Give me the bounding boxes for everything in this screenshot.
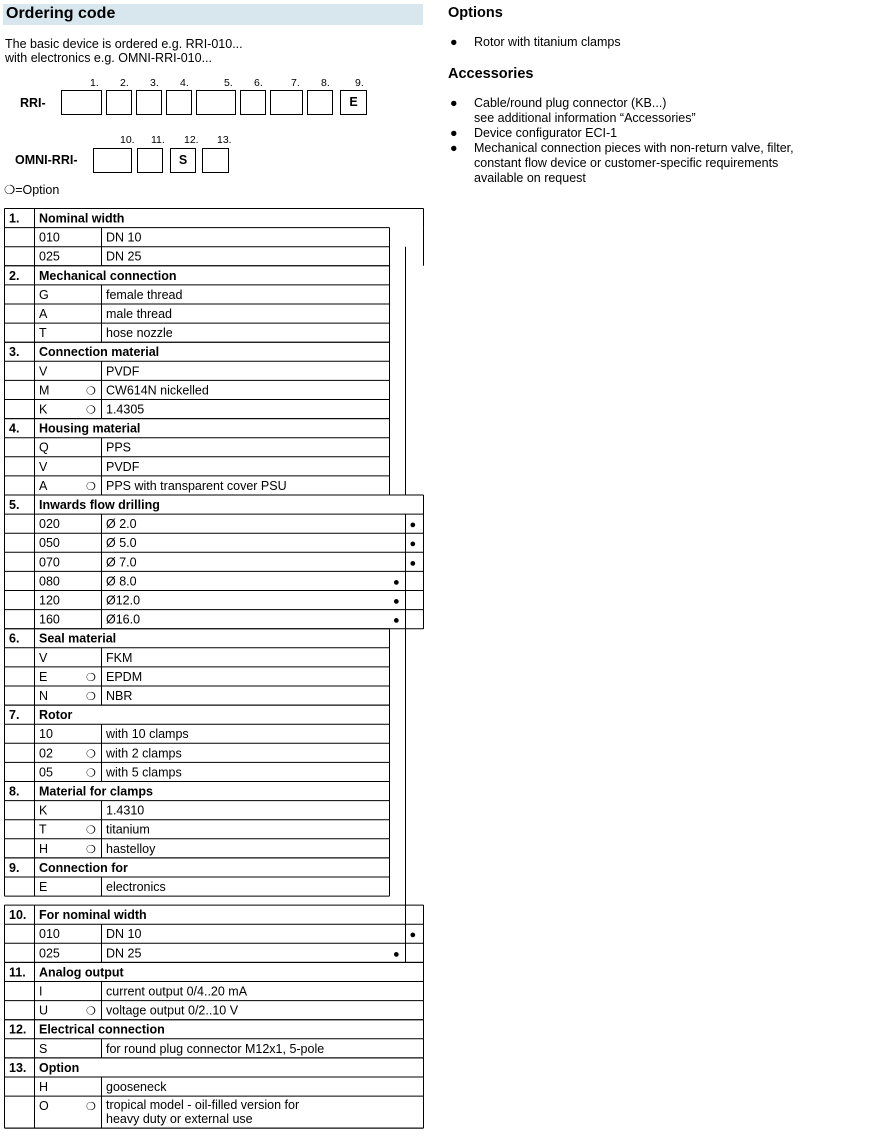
option-icon: ❍ xyxy=(86,480,96,493)
position-number: 4. xyxy=(180,77,189,89)
position-number: 13. xyxy=(217,134,232,146)
bullet-icon: ● xyxy=(409,557,417,570)
section-number: 3. xyxy=(9,345,20,360)
row-description: EPDM xyxy=(106,669,143,684)
section-number: 2. xyxy=(9,268,20,283)
list-item: ● Rotor with titanium clamps xyxy=(450,35,621,49)
list-item: ● Cable/round plug connector (KB...) see additional information “Accessories” xyxy=(450,96,696,125)
row-code: E xyxy=(39,669,48,684)
row-code: V xyxy=(39,459,48,474)
bullet-icon: ● xyxy=(450,96,458,110)
option-icon: ❍ xyxy=(86,824,96,837)
row-code: K xyxy=(39,803,48,818)
row-code: 050 xyxy=(39,536,60,551)
section-title: Mechanical connection xyxy=(39,268,177,283)
row-code: 010 xyxy=(39,230,60,245)
option-legend: ❍=Option xyxy=(4,183,60,197)
bullet-icon: ● xyxy=(409,929,417,942)
row-description: DN 25 xyxy=(106,946,142,961)
section-title: Nominal width xyxy=(39,211,125,226)
option-icon: ❍ xyxy=(86,671,96,684)
option-icon: ❍ xyxy=(86,404,96,417)
section-number: 6. xyxy=(9,631,20,646)
section-title: Housing material xyxy=(39,421,141,436)
position-number: 2. xyxy=(120,77,129,89)
section-title: Electrical connection xyxy=(39,1022,165,1037)
option-icon: ❍ xyxy=(86,843,96,856)
row-description: hastelloy xyxy=(106,841,156,856)
row-code: T xyxy=(39,822,47,837)
section-number: 11. xyxy=(9,965,26,980)
bullet-icon: ● xyxy=(393,595,400,608)
section-number: 12. xyxy=(9,1022,27,1037)
row-description: PVDF xyxy=(106,459,140,474)
section-title: Material for clamps xyxy=(39,784,153,799)
list-item: ● Device configurator ECI-1 xyxy=(450,126,618,140)
row-description: NBR xyxy=(106,689,133,703)
section-title: Option xyxy=(39,1060,80,1075)
row-code: A xyxy=(39,478,48,493)
row-description: PPS xyxy=(106,440,132,455)
row-code: 05 xyxy=(39,765,53,780)
position-number: 7. xyxy=(291,77,300,89)
section-title: For nominal width xyxy=(39,908,147,923)
row-description: Ø16.0 xyxy=(106,612,141,627)
row-description: with 5 clamps xyxy=(106,765,182,780)
row-code: 025 xyxy=(39,249,60,264)
row-code: 160 xyxy=(39,612,60,627)
bullet-icon: ● xyxy=(393,614,400,627)
row-description: with 10 clamps xyxy=(106,727,189,742)
row-description: FKM xyxy=(106,650,133,665)
row-description: gooseneck xyxy=(106,1080,167,1094)
row-code: S xyxy=(39,1041,48,1056)
section-number: 8. xyxy=(9,784,20,799)
section-number: 13. xyxy=(9,1060,27,1075)
row-description: Ø 5.0 xyxy=(106,536,137,551)
section-title: Connection for xyxy=(39,860,128,875)
section-number: 4. xyxy=(9,421,20,436)
row-description: 1.4305 xyxy=(106,402,145,417)
row-code: 02 xyxy=(39,746,53,761)
row-code: V xyxy=(39,364,48,379)
row-code: N xyxy=(39,689,49,703)
section-title: Seal material xyxy=(39,631,117,646)
section-title: Inwards flow drilling xyxy=(39,498,160,512)
row-description: male thread xyxy=(106,307,173,321)
row-description: hose nozzle xyxy=(106,326,173,341)
row-description: female thread xyxy=(106,287,183,302)
position-number: 12. xyxy=(184,134,199,146)
bullet-icon: ● xyxy=(393,576,400,589)
row-code: T xyxy=(39,326,47,341)
row-code: U xyxy=(39,1003,49,1018)
row-code: I xyxy=(39,984,43,999)
row-description: DN 10 xyxy=(106,927,142,942)
row-code: 025 xyxy=(39,946,60,961)
row-description: for round plug connector M12x1, 5-pole xyxy=(106,1041,325,1056)
section-number: 7. xyxy=(9,708,20,723)
row-code: A xyxy=(39,307,48,321)
row-description: tropical model - oil-filled version for xyxy=(106,1098,300,1113)
row-description: 1.4310 xyxy=(106,803,145,818)
row-code: 120 xyxy=(39,593,60,608)
option-icon: ❍ xyxy=(86,748,96,761)
section-title: Rotor xyxy=(39,708,73,723)
bullet-icon: ● xyxy=(450,141,458,155)
option-icon: ❍ xyxy=(86,1005,96,1018)
accessories-heading: Accessories xyxy=(448,66,534,82)
row-code: K xyxy=(39,402,48,417)
row-description: titanium xyxy=(106,822,150,837)
section-title: Connection material xyxy=(39,345,160,360)
list-item: ● Mechanical connection pieces with non-return valve, filter, constant flow device or customer-specific requirements available on request xyxy=(450,141,794,185)
section-number: 10. xyxy=(9,908,27,923)
section-number: 9. xyxy=(9,860,20,875)
row-description: Ø 2.0 xyxy=(106,517,137,532)
position-number: 5. xyxy=(224,77,233,89)
position-number: 3. xyxy=(150,77,159,89)
row-code: V xyxy=(39,650,48,665)
row-code: Q xyxy=(39,440,49,455)
row-description: CW614N nickelled xyxy=(106,383,209,398)
page-title: Ordering code xyxy=(6,5,116,22)
option-icon: ❍ xyxy=(86,385,96,398)
row-description: heavy duty or external use xyxy=(106,1112,253,1127)
position-number: 9. xyxy=(355,77,364,89)
row-description: PPS with transparent cover PSU xyxy=(106,478,287,493)
options-heading: Options xyxy=(448,5,503,21)
row-description: current output 0/4..20 mA xyxy=(106,984,248,999)
row-code: 020 xyxy=(39,517,60,532)
row-description: voltage output 0/2..10 V xyxy=(106,1003,239,1018)
position-number: 1. xyxy=(90,77,99,89)
row-code: 010 xyxy=(39,927,60,942)
bullet-icon: ● xyxy=(409,538,417,551)
row-description: Ø12.0 xyxy=(106,593,141,608)
row-description: DN 10 xyxy=(106,230,142,245)
row-code: H xyxy=(39,841,49,856)
option-icon: ❍ xyxy=(86,691,96,703)
section-number: 1. xyxy=(9,211,20,226)
row-code: O xyxy=(39,1099,49,1114)
bullet-icon: ● xyxy=(393,948,400,961)
section-title: Analog output xyxy=(39,965,124,980)
row-code: M xyxy=(39,383,50,398)
row-code: G xyxy=(39,287,49,302)
position-number: 6. xyxy=(254,77,263,89)
position-number: 8. xyxy=(321,77,330,89)
bullet-icon: ● xyxy=(409,519,417,532)
row-code: H xyxy=(39,1080,49,1094)
intro-line-1: The basic device is ordered e.g. RRI-010... xyxy=(5,37,243,51)
row-code: 070 xyxy=(39,555,60,570)
row-code: 10 xyxy=(39,727,53,742)
row-description: PVDF xyxy=(106,364,140,379)
options-list xyxy=(448,35,868,50)
accessories-list xyxy=(448,96,868,186)
row-description: with 2 clamps xyxy=(106,746,182,761)
row-code: E xyxy=(39,880,48,894)
code-box: S xyxy=(170,148,196,173)
row-description: DN 25 xyxy=(106,249,142,264)
code2-prefix: OMNI-RRI- xyxy=(15,153,78,167)
row-description: Ø 7.0 xyxy=(106,555,137,570)
position-number: 10. xyxy=(120,134,135,146)
row-code: 080 xyxy=(39,574,60,589)
bullet-icon: ● xyxy=(450,126,458,140)
option-icon: ❍ xyxy=(86,1101,96,1114)
intro-line-2: with electronics e.g. OMNI-RRI-010... xyxy=(5,51,213,65)
row-description: electronics xyxy=(106,880,166,894)
bullet-icon: ● xyxy=(450,35,458,49)
row-description: Ø 8.0 xyxy=(106,574,137,589)
section-number: 5. xyxy=(9,498,20,512)
position-number: 11. xyxy=(151,134,165,146)
code-box: E xyxy=(340,90,367,115)
option-icon: ❍ xyxy=(86,767,96,780)
code1-prefix: RRI- xyxy=(20,96,46,110)
